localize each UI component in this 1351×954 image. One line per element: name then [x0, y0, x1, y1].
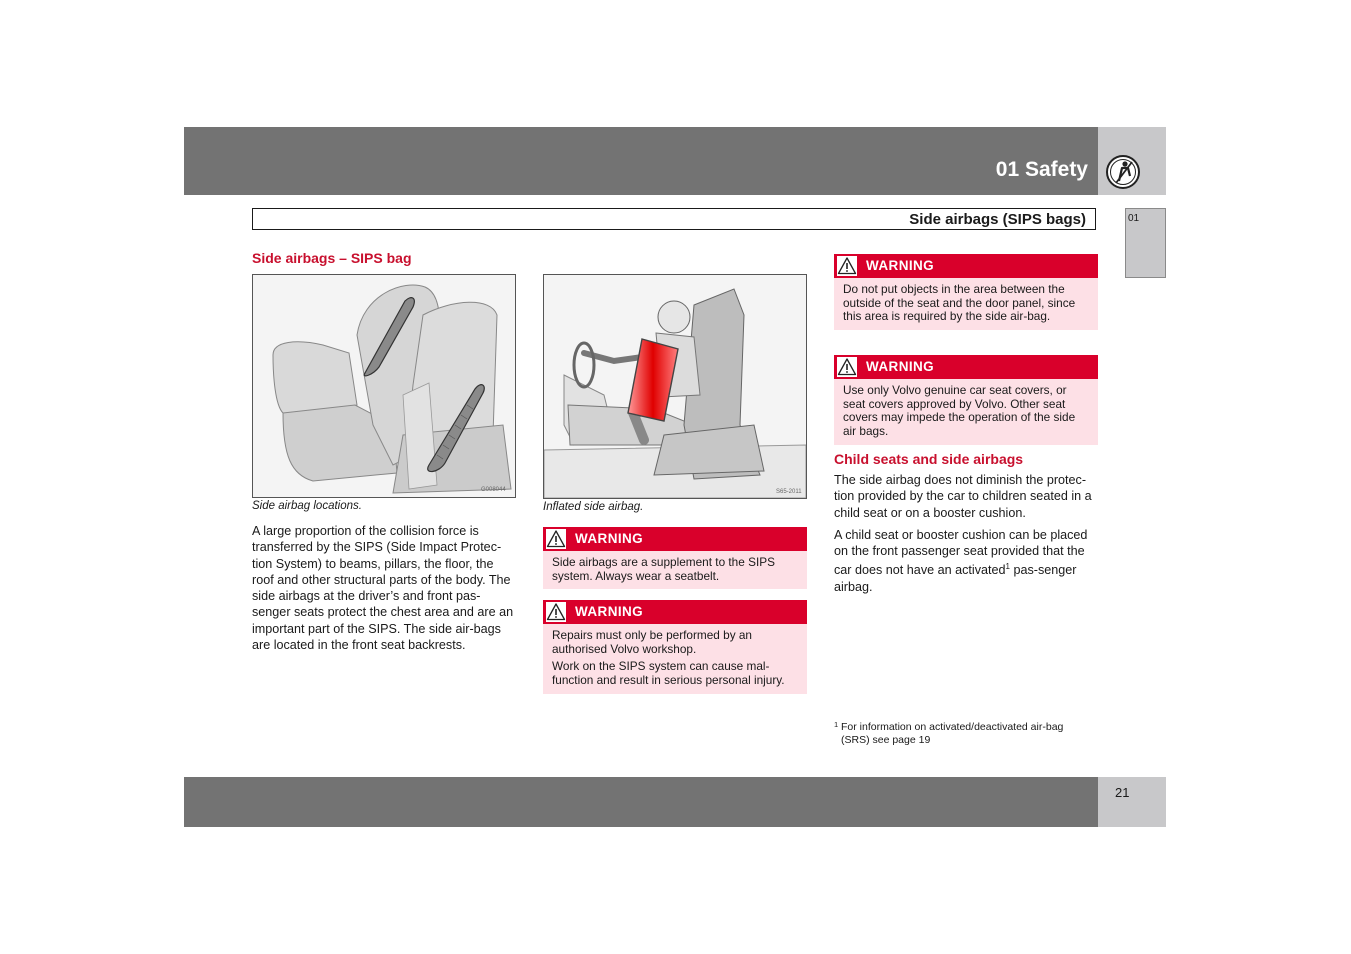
chapter-tab	[1125, 208, 1166, 278]
section-title-box	[252, 208, 1096, 230]
warning-box-3	[834, 254, 1098, 330]
warning-triangle-icon	[546, 602, 566, 622]
figure2-caption: Inflated side airbag.	[543, 501, 644, 513]
page-number: 21	[1115, 785, 1130, 800]
warning-text: Side airbags are a supplement to the SIPS system. Always wear a seatbelt.	[552, 555, 775, 583]
seatbelt-icon	[1105, 154, 1141, 190]
warning-header	[543, 600, 807, 624]
heading-child-seats: Child seats and side airbags	[834, 451, 1024, 467]
warning-body	[543, 624, 807, 694]
warning-text: Work on the SIPS system can cause mal-function and result in serious personal injury.	[552, 659, 785, 688]
warning-title: WARNING	[866, 359, 935, 374]
left-paragraph: A large proportion of the collision force is transferred by the SIPS (Side Impact Protec-tion System) to beams, pillars, the floor, the roof and other structural parts of the body. The side airbags at the driver’s and front pas-senger seats protect the chest area and are an important part of the SIPS. The side air-bags are located in the front seat backrests.	[252, 524, 514, 653]
paragraph2-text: A child seat or booster cushion can be placed on the front passenger seat provided that the car does not have an activated	[834, 527, 1088, 578]
warning-box-2	[543, 600, 807, 694]
section-title: Side airbags (SIPS bags)	[909, 211, 1086, 228]
warning-body	[543, 551, 807, 589]
figure1-code: G008044	[481, 487, 506, 493]
footnote-ref: 1	[1005, 562, 1010, 572]
warning-triangle-icon	[546, 529, 566, 549]
footer-page-panel	[1098, 777, 1166, 827]
warning-triangle-icon	[837, 357, 857, 377]
footnote-text: For information on activated/deactivated air-bag (SRS) see page 19	[841, 721, 1064, 746]
warning-box-4	[834, 355, 1098, 445]
left-body-text	[252, 523, 518, 659]
right-paragraph-1: The side airbag does not diminish the protec-tion provided by the car to children seated in a child seat or on a booster cushion.	[834, 473, 1092, 520]
chapter-tab-label: 01	[1128, 213, 1140, 224]
heading-side-airbags: Side airbags – SIPS bag	[252, 250, 412, 266]
footnote	[834, 721, 1084, 746]
inflated-airbag-illustration	[544, 275, 806, 498]
warning-triangle-icon	[837, 256, 857, 276]
footer-bar	[184, 777, 1098, 827]
warning-box-1	[543, 527, 807, 589]
header-bar	[184, 127, 1098, 195]
warning-body	[834, 379, 1098, 445]
warning-header	[834, 254, 1098, 278]
footnote-number: 1	[834, 720, 839, 729]
warning-text: Do not put objects in the area between the outside of the seat and the door panel, since this area is required by the side air-bag.	[843, 282, 1076, 324]
figure2-code: S65-2011	[776, 489, 802, 495]
warning-header	[543, 527, 807, 551]
paragraph2-text-end: pas-senger airbag.	[834, 563, 1077, 594]
warning-body	[834, 278, 1098, 330]
right-paragraph-2	[834, 527, 1100, 595]
warning-text: Repairs must only be performed by an authorised Volvo workshop.	[552, 628, 752, 656]
figure-inflated-side-airbag	[543, 274, 807, 499]
right-body-text	[834, 472, 1100, 601]
warning-text: Use only Volvo genuine car seat covers, or seat covers approved by Volvo. Other seat covers may impede the operation of the side air bags.	[843, 383, 1076, 439]
warning-title: WARNING	[575, 531, 644, 546]
warning-header	[834, 355, 1098, 379]
warning-title: WARNING	[866, 258, 935, 273]
warning-title: WARNING	[575, 604, 644, 619]
chapter-title: 01 Safety	[995, 158, 1088, 181]
figure1-caption: Side airbag locations.	[252, 500, 362, 512]
seat-illustration	[253, 275, 515, 497]
figure-side-airbag-locations	[252, 274, 516, 498]
